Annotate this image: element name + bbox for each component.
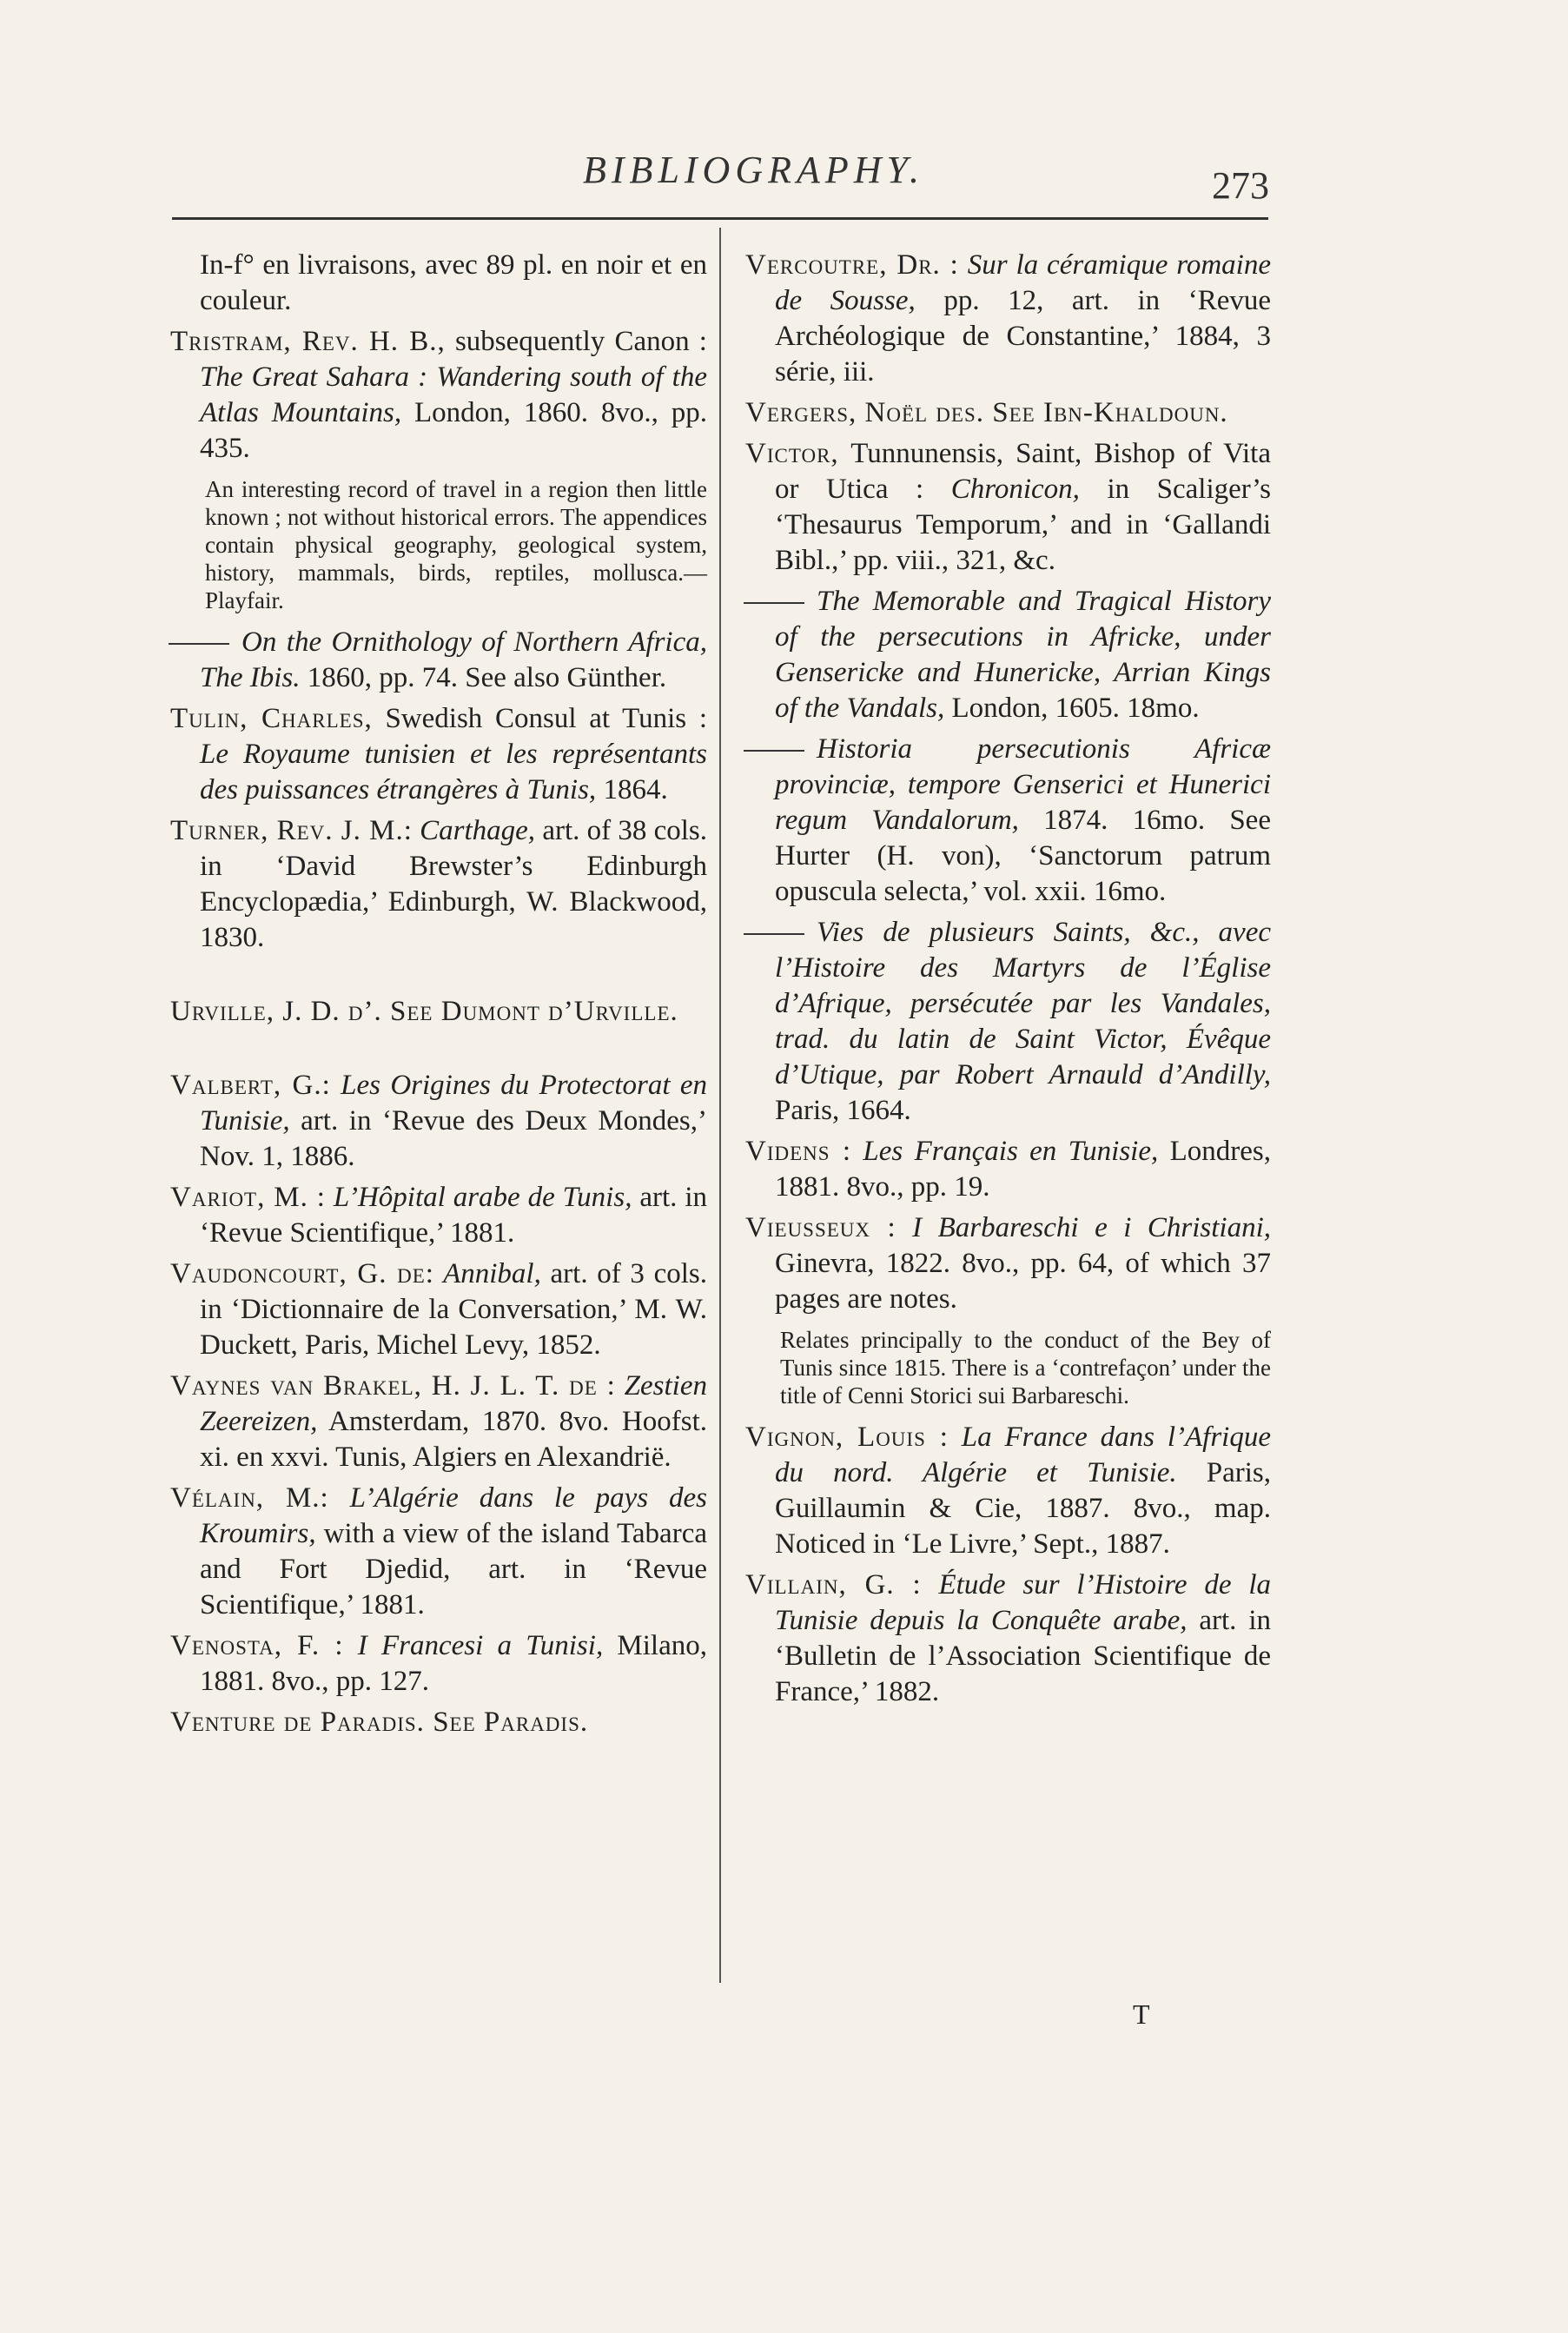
work-title: On the Ornithology of Northern Africa, The Ibis.	[200, 626, 707, 693]
bib-entry	[170, 1256, 707, 1363]
work-title: Étude sur l’Histoire de la Tunisie depuis la Conquête arabe,	[775, 1569, 1271, 1636]
author: Vaynes van Brakel, H. J. L. T. de :	[170, 1370, 616, 1402]
bib-entry	[745, 248, 1271, 390]
publication-info: art. in ‘Bulletin de l’Association Scientifique de France,’ 1882.	[775, 1605, 1271, 1707]
bib-entry	[745, 1420, 1271, 1562]
author: Turner, Rev. J. M.:	[170, 815, 413, 846]
publication-info: Milano, 1881. 8vo., pp. 127.	[200, 1630, 708, 1697]
publication-info: 1864.	[596, 774, 668, 805]
author: Victor,	[745, 438, 839, 469]
publication-info: in Scaliger’s ‘Thesaurus Temporum,’ and in ‘Gallandi Bibl.,’ pp. viii., 321, &c.	[775, 474, 1272, 576]
work-title: Les Origines du Protectorat en Tunisie,	[200, 1070, 708, 1137]
ditto-dash	[744, 602, 804, 604]
bib-entry	[745, 1210, 1271, 1317]
entry-text: subsequently Canon :	[445, 326, 707, 357]
work-title: Carthage,	[412, 815, 536, 846]
bib-entry	[745, 1567, 1271, 1710]
author: Vaudoncourt, G. de:	[170, 1258, 434, 1289]
author: Villain, G. :	[745, 1569, 922, 1601]
left-column	[170, 248, 707, 1746]
author: Vercoutre, Dr. :	[745, 249, 959, 281]
entry-text: Tunnunensis, Saint, Bishop of Vita or Utica :	[775, 438, 1271, 505]
bib-entry	[170, 625, 707, 696]
header-rule	[172, 217, 1268, 220]
bib-entry	[745, 732, 1271, 910]
column-divider	[719, 228, 721, 1983]
work-title: Vies de plusieurs Saints, &c., avec l’Histoire des Martyrs de l’Église d’Afrique, persécutée par les Vandales, trad. du latin de Saint Victor, Évêque d’Utique, par Robert Arnauld d’Andilly,	[775, 917, 1271, 1090]
ditto-dash	[169, 643, 229, 645]
running-head: BIBLIOGRAPHY.	[583, 149, 924, 191]
author: Tristram, Rev. H. B.,	[170, 326, 446, 357]
bib-entry	[170, 994, 707, 1030]
cross-reference: See Paradis.	[424, 1707, 589, 1738]
author: Variot, M. :	[170, 1182, 326, 1213]
bib-entry	[170, 701, 707, 808]
author: Vignon, Louis :	[745, 1422, 949, 1453]
author: Videns :	[745, 1136, 852, 1167]
work-title: The Memorable and Tragical History of the persecutions in Africke, under Gensericke and Hunericke, Arrian Kings of the Vandals,	[775, 586, 1271, 724]
bib-entry	[170, 1705, 707, 1740]
author: Urville, J. D. d’.	[170, 996, 382, 1027]
bib-entry	[745, 395, 1271, 431]
author: Valbert, G.:	[170, 1070, 331, 1101]
work-title: L’Hôpital arabe de Tunis,	[325, 1182, 632, 1213]
bib-entry	[170, 813, 707, 956]
cross-reference: See Dumont d’Urville.	[381, 996, 678, 1027]
author: Venture de Paradis.	[170, 1707, 425, 1738]
publication-info: Paris, Guillaumin & Cie, 1887. 8vo., map. Noticed in ‘Le Livre,’ Sept., 1887.	[775, 1457, 1272, 1560]
publication-info: with a view of the island Tabarca and Fort Djedid, art. in ‘Revue Scientifique,’ 1881.	[200, 1518, 707, 1621]
publication-info: pp. 12, art. in ‘Revue Archéologique de Constantine,’ 1884, 3 série, iii.	[775, 285, 1271, 388]
publication-info: art. of 38 cols. in ‘David Brewster’s Edinburgh Encyclopædia,’ Edinburgh, W. Blackwood, 1830.	[200, 815, 708, 953]
entry-text: Swedish Consul at Tunis :	[372, 703, 707, 734]
bib-entry: In-f° en livraisons, avec 89 pl. en noir et en couleur.	[200, 249, 707, 316]
bib-entry	[170, 1481, 707, 1623]
publication-info: art. of 3 cols. in ‘Dictionnaire de la Conversation,’ M. W. Duckett, Paris, Michel Levy, 1852.	[200, 1258, 708, 1361]
work-title: L’Algérie dans le pays des Kroumirs,	[200, 1482, 707, 1549]
bib-entry	[170, 1369, 707, 1475]
bib-entry	[170, 1628, 707, 1700]
work-title: I Francesi a Tunisi,	[343, 1630, 604, 1661]
annotation-note: Relates principally to the conduct of the Bey of Tunis since 1815. There is a ‘contrefaçon’ under the title of Cenni Storici sui Barbareschi.	[780, 1327, 1271, 1408]
author: Vieusseux :	[745, 1212, 896, 1243]
bib-entry	[745, 436, 1271, 579]
work-title: La France dans l’Afrique du nord. Algérie et Tunisie.	[775, 1422, 1271, 1488]
work-title: I Barbareschi e i Christiani,	[896, 1212, 1271, 1243]
author: Venosta, F. :	[170, 1630, 344, 1661]
work-title: Annibal,	[433, 1258, 541, 1289]
work-title: Historia persecutionis Africæ provinciæ, tempore Genserici et Hunerici regum Vandalorum,	[775, 733, 1271, 836]
right-column	[745, 248, 1271, 1715]
author: Vergers, Noël des.	[745, 397, 985, 428]
bib-entry	[745, 1134, 1271, 1205]
publication-info: 1860, pp. 74. See also Günther.	[300, 662, 667, 693]
ditto-dash	[744, 933, 804, 935]
publication-info: Londres, 1881. 8vo., pp. 19.	[775, 1136, 1271, 1203]
signature-mark: T	[1133, 1998, 1150, 2030]
ditto-dash	[744, 750, 804, 752]
bib-entry	[745, 584, 1271, 726]
publication-info: Paris, 1664.	[775, 1095, 911, 1126]
publication-info: art. in ‘Revue Scientifique,’ 1881.	[200, 1182, 707, 1249]
author: Tulin, Charles,	[170, 703, 373, 734]
annotation-note: An interesting record of travel in a region then little known ; not without historical errors. The appendices contain physical geography, geological system, history, mammals, birds, reptiles, mollusca.—Playfair.	[205, 476, 707, 613]
bib-entry	[170, 324, 707, 467]
work-title: Chronicon,	[950, 474, 1080, 505]
work-title: Sur la céramique romaine de Sousse,	[775, 249, 1272, 316]
bib-entry	[170, 1068, 707, 1175]
publication-info: 1874. 16mo. See Hurter (H. von), ‘Sanctorum patrum opuscula selecta,’ vol. xxii. 16mo.	[775, 805, 1271, 907]
publication-info: Ginevra, 1822. 8vo., pp. 64, of which 37 pages are notes.	[775, 1248, 1271, 1315]
author: Vélain, M.:	[170, 1482, 329, 1514]
work-title: The Great Sahara : Wandering south of the Atlas Mountains,	[200, 361, 707, 428]
work-title: Le Royaume tunisien et les représentants des puissances étrangères à Tunis,	[200, 739, 707, 805]
publication-info: art. in ‘Revue des Deux Mondes,’ Nov. 1, 1886.	[200, 1105, 707, 1172]
publication-info: London, 1605. 18mo.	[944, 693, 1200, 724]
bib-entry	[745, 915, 1271, 1129]
work-title: Zestien Zeereizen,	[200, 1370, 707, 1437]
bib-entry	[170, 1180, 707, 1251]
publication-info: London, 1860. 8vo., pp. 435.	[200, 397, 707, 464]
work-title: Les Français en Tunisie,	[851, 1136, 1159, 1167]
publication-info: Amsterdam, 1870. 8vo. Hoofst. xi. en xxvi. Tunis, Algiers en Alexandrië.	[200, 1406, 707, 1473]
page-number: 273	[1212, 164, 1269, 207]
cross-reference: See Ibn-Khaldoun.	[984, 397, 1228, 428]
